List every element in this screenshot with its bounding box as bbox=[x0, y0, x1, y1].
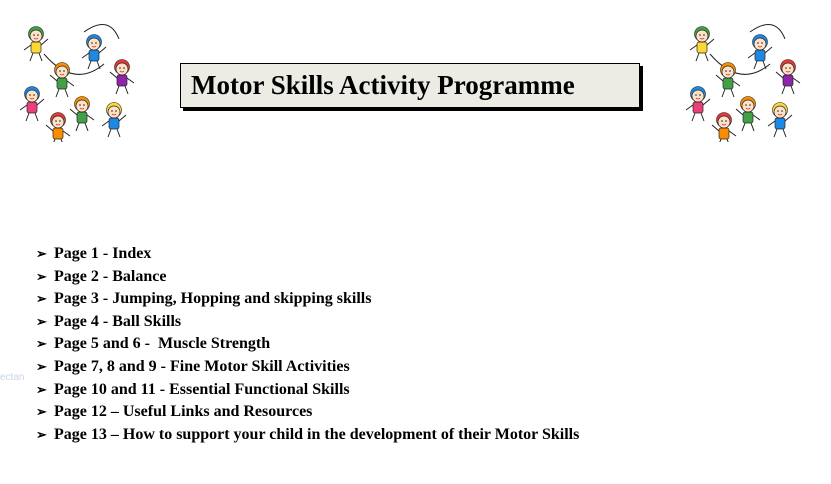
cartoon-child bbox=[70, 97, 94, 132]
cartoon-child bbox=[102, 103, 126, 138]
cartoon-child bbox=[24, 27, 48, 62]
children-playing-illustration-right bbox=[680, 14, 805, 142]
index-item-label: Page 2 - Balance bbox=[54, 267, 167, 285]
arrow-bullet-icon: ➢ bbox=[36, 246, 47, 261]
index-item-label: Page 3 - Jumping, Hopping and skipping skills bbox=[54, 290, 372, 308]
cartoon-child bbox=[82, 35, 106, 70]
cartoon-child bbox=[712, 113, 736, 143]
index-item-label: Page 7, 8 and 9 - Fine Motor Skill Activities bbox=[54, 357, 350, 375]
index-item bbox=[36, 288, 579, 311]
index-item-label: Page 12 – Useful Links and Resources bbox=[54, 403, 313, 421]
watermark-text: ectan bbox=[0, 372, 25, 383]
cartoon-child bbox=[50, 63, 74, 98]
index-item bbox=[36, 266, 579, 289]
page-title: Motor Skills Activity Programme bbox=[191, 70, 575, 100]
arrow-bullet-icon: ➢ bbox=[36, 313, 47, 329]
cartoon-child bbox=[776, 60, 800, 95]
cartoon-child bbox=[768, 103, 792, 138]
index-item bbox=[36, 356, 579, 379]
arrow-bullet-icon: ➢ bbox=[36, 426, 47, 442]
index-item-label: Page 10 and 11 - Essential Functional Skills bbox=[54, 380, 350, 398]
index-item-label: Page 1 - Index bbox=[54, 245, 152, 262]
cartoon-child bbox=[20, 87, 44, 122]
index-item bbox=[36, 333, 579, 356]
index-item bbox=[36, 424, 579, 447]
index-item bbox=[36, 243, 579, 266]
arrow-bullet-icon: ➢ bbox=[36, 358, 47, 374]
index-item-label: Page 13 – How to support your child in the development of their Motor Skills bbox=[54, 425, 580, 443]
arrow-bullet-icon: ➢ bbox=[36, 291, 47, 307]
cartoon-child bbox=[46, 113, 70, 143]
index-list bbox=[36, 243, 579, 446]
cartoon-child bbox=[716, 63, 740, 98]
cartoon-child bbox=[748, 35, 772, 70]
index-item bbox=[36, 379, 579, 402]
arrow-bullet-icon: ➢ bbox=[36, 336, 47, 352]
cartoon-child bbox=[686, 87, 710, 122]
cartoon-child bbox=[110, 60, 134, 95]
arrow-bullet-icon: ➢ bbox=[36, 381, 47, 397]
index-item-label: Page 4 - Ball Skills bbox=[54, 312, 182, 330]
index-item-label: Page 5 and 6 - Muscle Strength bbox=[54, 335, 271, 353]
cartoon-child bbox=[736, 97, 760, 132]
index-item bbox=[36, 311, 579, 334]
index-item bbox=[36, 401, 579, 424]
cartoon-child bbox=[690, 27, 714, 62]
arrow-bullet-icon: ➢ bbox=[36, 268, 47, 284]
children-playing-illustration-left bbox=[14, 14, 139, 142]
arrow-bullet-icon: ➢ bbox=[36, 404, 47, 420]
